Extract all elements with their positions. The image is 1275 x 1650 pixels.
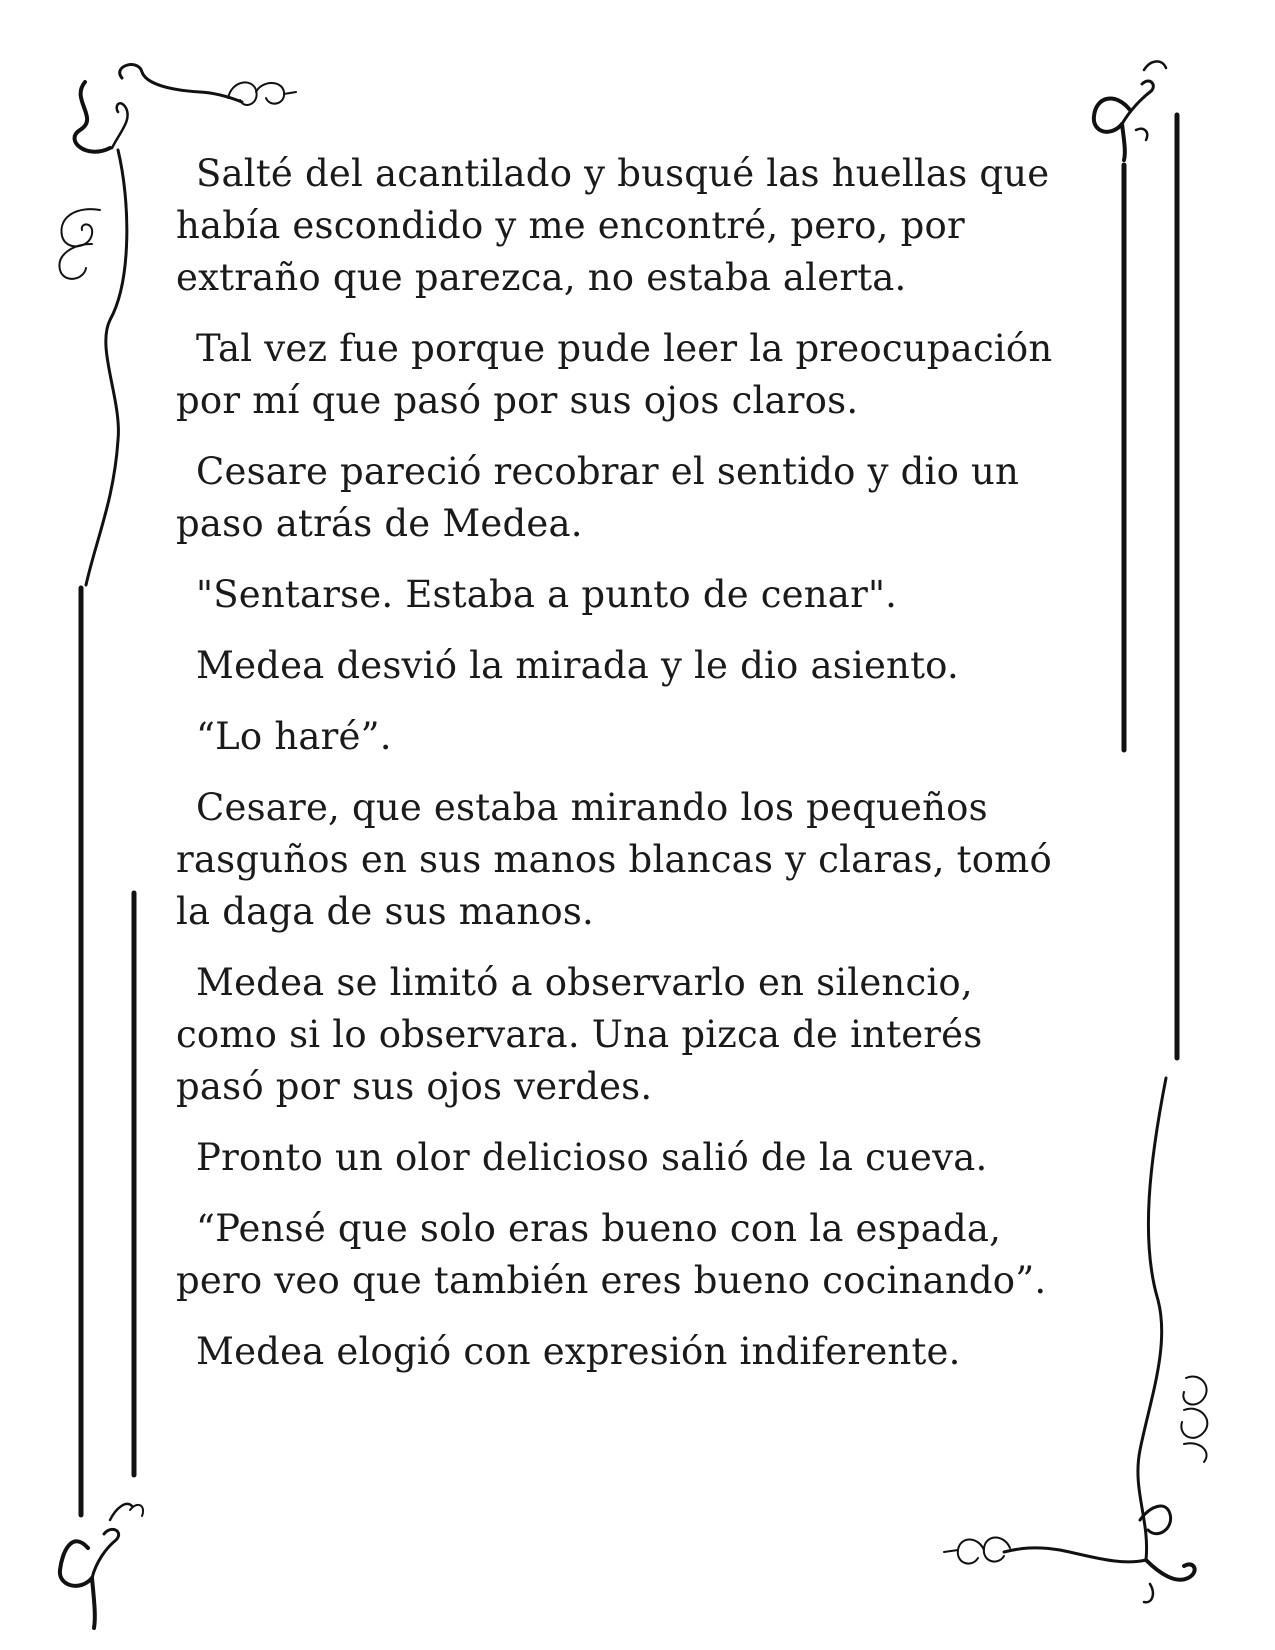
paragraph: Tal vez fue porque pude leer la preocupación por mí que pasó por sus ojos claros. <box>176 327 1053 422</box>
paragraph: Medea desvió la mirada y le dio asiento. <box>196 644 959 687</box>
bottom-left-flourish <box>60 1504 143 1628</box>
paragraph: “Pensé que solo eras bueno con la espada, pero veo que también eres bueno cocinando”. <box>176 1207 1047 1302</box>
paragraph: Cesare, que estaba mirando los pequeños rasguños en sus manos blancas y claras, tomó la daga de sus manos. <box>176 786 1052 933</box>
paragraph: Salté del acantilado y busqué las huellas que había escondido y me encontré, pero, por extraño que parezca, no estaba alerta. <box>176 152 1050 299</box>
paragraph: Medea elogió con expresión indiferente. <box>196 1330 961 1373</box>
paragraph: “Lo haré”. <box>196 715 392 758</box>
paragraph: Cesare pareció recobrar el sentido y dio un paso atrás de Medea. <box>176 450 1020 545</box>
paragraph: Medea se limitó a observarlo en silencio, como si lo observara. Una pizca de interés pasó por sus ojos verdes. <box>176 961 983 1108</box>
page-body-text <box>176 148 1076 1397</box>
paragraph: "Sentarse. Estaba a punto de cenar". <box>196 573 898 616</box>
top-right-flourish <box>1094 61 1166 160</box>
paragraph: Pronto un olor delicioso salió de la cueva. <box>196 1136 988 1179</box>
